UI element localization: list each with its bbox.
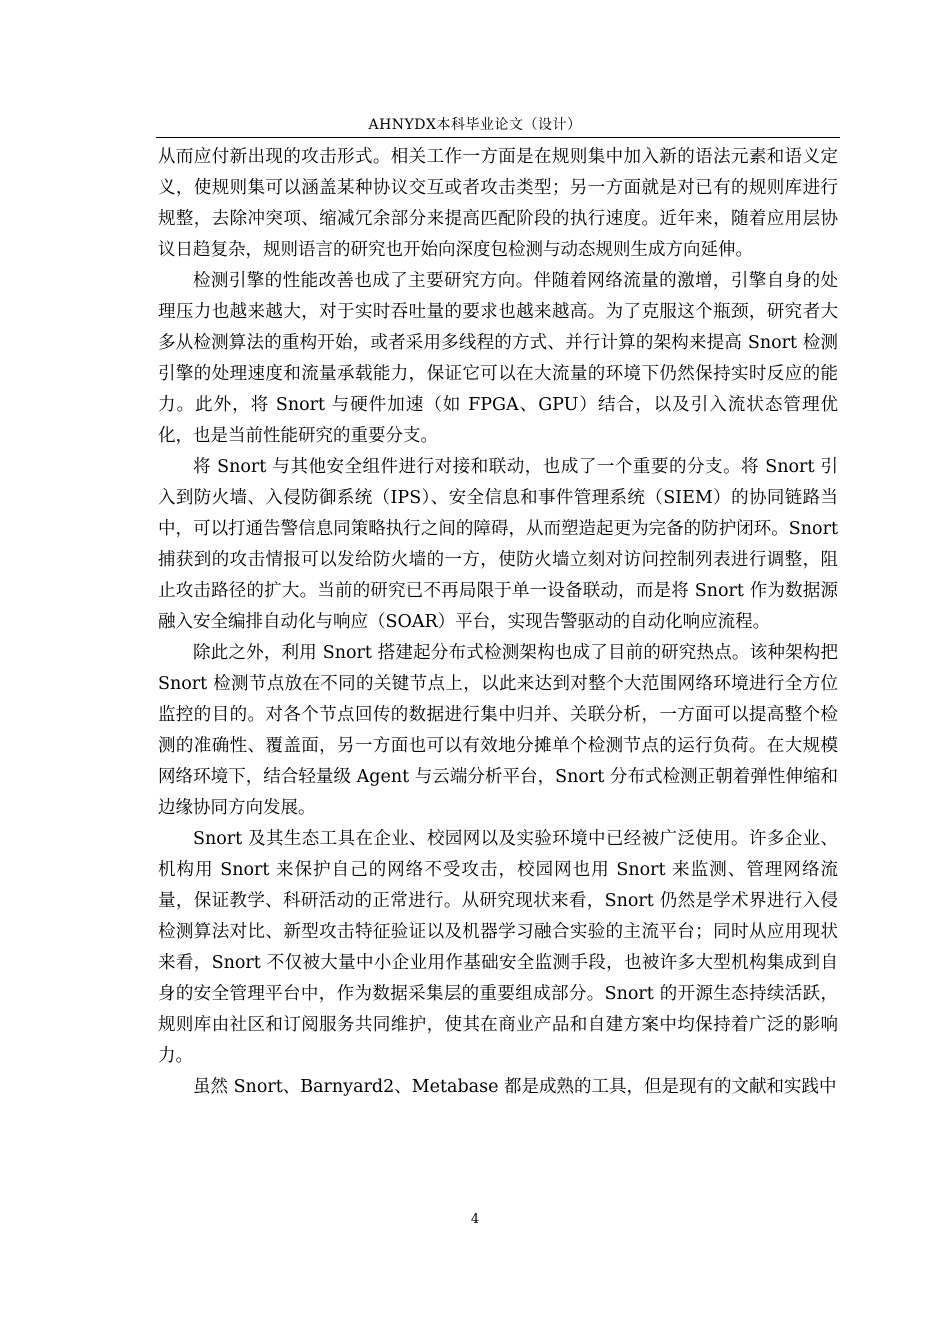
header-rule [156, 137, 840, 138]
paragraph-integration: 将 Snort 与其他安全组件进行对接和联动，也成了一个重要的分支。将 Snort 引入到防火墙、入侵防御系统（IPS）、安全信息和事件管理系统（SIEM）的协同链路当中，可以打通告警信息同策略执行之间的障碍，从而塑造起更为完备的防护闭环。Snort 捕获到的攻击情报可以发给防火墙的一方，使防火墙立刻对访问控制列表进行调整，阻止攻击路径的扩大。当前的研究已不再局限于单一设备联动，而是将 Snort 作为数据源融入安全编排自动化与响应（SOAR）平台，实现告警驱动的自动化响应流程。 [158, 457, 838, 632]
paragraph-adoption: Snort 及其生态工具在企业、校园网以及实验环境中已经被广泛使用。许多企业、机构用 Snort 来保护自己的网络不受攻击，校园网也用 Snort 来监测、管理网络流量，保证教学、科研活动的正常进行。从研究现状来看，Snort 仍然是学术界进行入侵检测算法对比、新型攻击特征验证以及机器学习融合实验的主流平台；同时从应用现状来看，Snort 不仅被大量中小企业用作基础安全监测手段，也被许多大型机构集成到自身的安全管理平台中，作为数据采集层的重要组成部分。Snort 的开源生态持续活跃，规则库由社区和订阅服务共同维护，使其在商业产品和自建方案中均保持着广泛的影响力。 [158, 829, 838, 1066]
paragraph-tools: 虽然 Snort、Barnyard2、Metabase 都是成熟的工具，但是现有的文献和实践中 [193, 1077, 837, 1097]
page-header: AHNYDX本科毕业论文（设计） [368, 117, 582, 133]
paragraph-detection-engine: 检测引擎的性能改善也成了主要研究方向。伴随着网络流量的激增，引擎自身的处理压力也越来越大，对于实时吞吐量的要求也越来越高。为了克服这个瓶颈，研究者大多从检测算法的重构开始，或者采用多线程的方式、并行计算的架构来提高 Snort 检测引擎的处理速度和流量承载能力，保证它可以在大流量的环境下仍然保持实时反应的能力。此外，将 Snort 与硬件加速（如 FPGA、GPU）结合，以及引入流状态管理优化，也是当前性能研究的重要分支。 [158, 271, 838, 446]
body-text [158, 142, 838, 1103]
paragraph-distributed: 除此之外，利用 Snort 搭建起分布式检测架构也成了目前的研究热点。该种架构把 Snort 检测节点放在不同的关键节点上，以此来达到对整个大范围网络环境进行全方位监控的目的。对各个节点回传的数据进行集中归并、关联分析，一方面可以提高整个检测的准确性、覆盖面，另一方面也可以有效地分摊单个检测节点的运行负荷。在大规模网络环境下，结合轻量级 Agent 与云端分析平台，Snort 分布式检测正朝着弹性伸缩和边缘协同方向发展。 [158, 643, 838, 818]
page-number: 4 [470, 1212, 480, 1227]
paragraph-continuation: 从而应付新出现的攻击形式。相关工作一方面是在规则集中加入新的语法元素和语义定义，使规则集可以涵盖某种协议交互或者攻击类型；另一方面就是对已有的规则库进行规整，去除冲突项、缩减冗余部分来提高匹配阶段的执行速度。近年来，随着应用层协议日趋复杂，规则语言的研究也开始向深度包检测与动态规则生成方向延伸。 [158, 147, 838, 260]
